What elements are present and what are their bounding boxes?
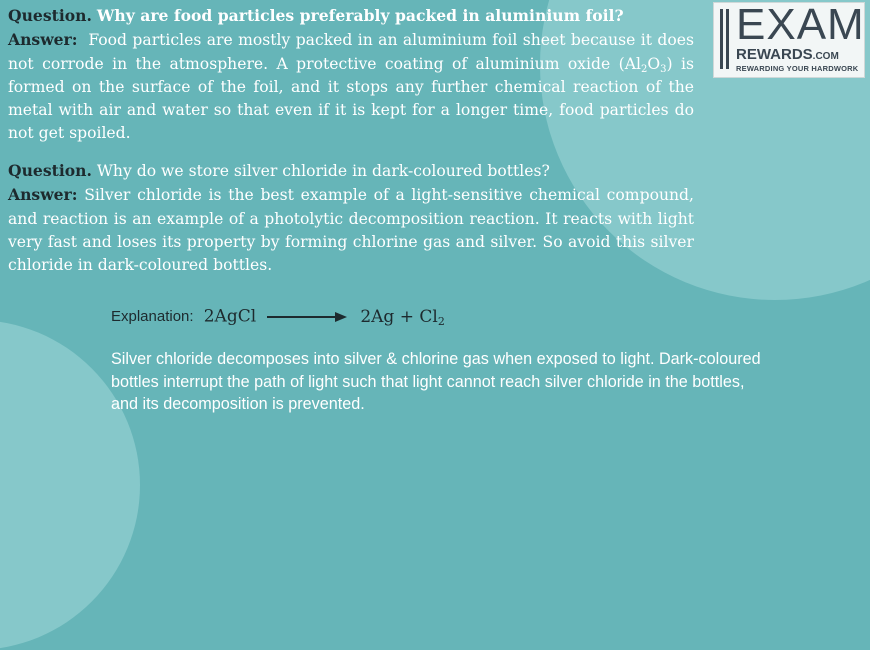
question-label: Question. bbox=[8, 6, 92, 25]
logo-domain: .COM bbox=[812, 51, 839, 62]
products bbox=[360, 307, 444, 327]
answer-1 bbox=[8, 28, 694, 145]
reactant: 2AgCl bbox=[203, 306, 257, 327]
question-label: Question. bbox=[8, 161, 92, 180]
product-text: 2Ag + Cl bbox=[360, 306, 438, 327]
answer-text-part2: ) is formed on the surface of the foil, and it stops any further chemical reaction of the metal with air and water so that even if it is kept for a longer time, food particles do not get spoiled. bbox=[8, 54, 694, 143]
logo-tagline: REWARDING YOUR HARDWORK bbox=[736, 64, 859, 73]
answer-text: Silver chloride is the best example of a light-sensitive chemical compound, and reaction is an example of a photolytic decomposition reaction. It reacts with light very fast and loses its property by forming chlorine gas and silver. So avoid this silver chloride in dark-coloured bottles. bbox=[8, 186, 694, 275]
subscript-3: 3 bbox=[660, 63, 667, 75]
question-text: Why do we store silver chloride in dark-coloured bottles? bbox=[96, 162, 550, 180]
logo-rewards-word: REWARDS bbox=[736, 46, 813, 63]
answer-text-part1: Food particles are mostly packed in an aluminium foil sheet because it does not corrode in the atmosphere. A protective coating of aluminium oxide (Al bbox=[8, 31, 694, 73]
exam-rewards-logo[interactable] bbox=[713, 2, 865, 78]
reaction-arrow-icon bbox=[267, 311, 347, 323]
answer-label: Answer: bbox=[8, 30, 78, 50]
explanation-equation bbox=[111, 306, 445, 327]
logo-exam-text: EXAM bbox=[736, 0, 865, 49]
question-text: Why are food particles preferably packed in aluminium foil? bbox=[96, 6, 624, 25]
explanation-label: Explanation: bbox=[111, 308, 194, 325]
logo-bars-icon bbox=[720, 9, 730, 69]
logo-rewards-text bbox=[736, 47, 839, 65]
question-1 bbox=[8, 4, 694, 28]
product-subscript: 2 bbox=[437, 314, 445, 328]
question-2 bbox=[8, 159, 694, 183]
question-block-2 bbox=[8, 159, 694, 277]
explanation-paragraph: Silver chloride decomposes into silver & chlorine gas when exposed to light. Dark-coloured bottles interrupt the path of light such that light cannot reach silver chloride in the bottles, and its decomposition is prevented. bbox=[111, 350, 761, 413]
question-block-1 bbox=[8, 4, 694, 146]
answer-2 bbox=[8, 183, 694, 277]
answer-label: Answer: bbox=[8, 185, 78, 205]
subscript-2: 2 bbox=[640, 63, 648, 75]
answer-text-oxygen: O bbox=[647, 54, 661, 73]
